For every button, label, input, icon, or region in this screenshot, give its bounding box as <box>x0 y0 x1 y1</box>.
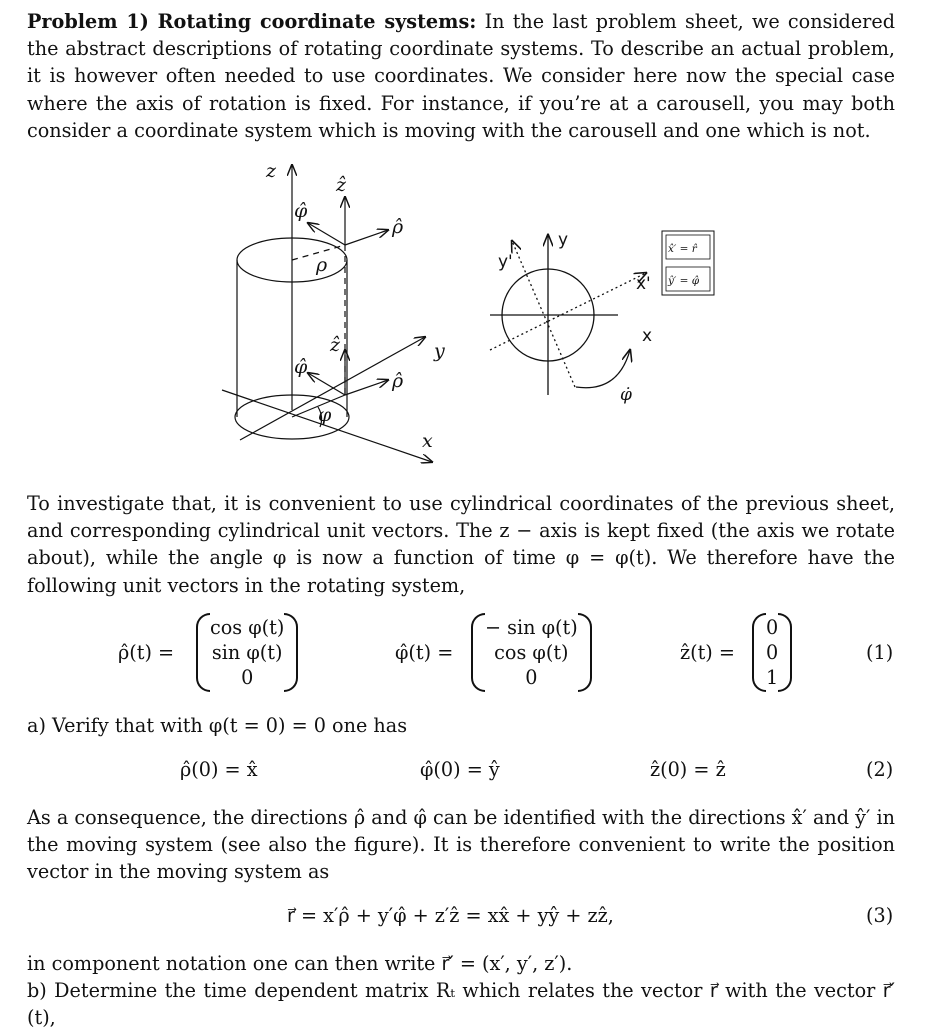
x-fixed-label: x <box>642 326 653 346</box>
rotating-frame-diagram <box>490 235 646 395</box>
problem-heading: Problem 1) Rotating coordinate systems: <box>27 10 477 33</box>
figure-svg <box>200 155 740 475</box>
z-vector-cell: 0 <box>766 616 779 639</box>
phi-vector-cell: 0 <box>525 666 538 689</box>
phihat-top-label: φ̂ <box>294 200 308 222</box>
phi-vector-cell: − sin φ(t) <box>485 616 578 639</box>
z-axis-label: z <box>266 160 277 182</box>
component-notation-line: in component notation one can then write r⃗′ = (x′, y′, z′). <box>27 952 573 975</box>
zhat-top-label: ẑ <box>336 174 347 196</box>
eq2-rho: ρ̂(0) = x̂ <box>180 758 258 781</box>
paragraph-5 <box>27 950 895 1032</box>
phi-vector-cell: cos φ(t) <box>494 641 569 664</box>
phi-angle-label: φ <box>318 404 332 426</box>
legend-xprime: x̂′ = r̂ <box>668 243 697 255</box>
rho-vector-cell: sin φ(t) <box>211 641 283 664</box>
x-axis-label: x <box>422 430 433 452</box>
equation-1-number: (1) <box>866 641 894 664</box>
eq3-body: r⃗ = x′ρ̂ + y′φ̂ + z′ẑ = xx̂ + yŷ + zẑ, <box>287 904 614 927</box>
rhohat-bot-arrow <box>345 380 388 395</box>
rhohat-top-label: ρ̂ <box>392 216 404 238</box>
rho-hat-lhs: ρ̂(t) = <box>118 641 175 664</box>
rho-vector <box>196 615 298 690</box>
legend-box <box>662 231 714 295</box>
equation-3 <box>0 904 937 934</box>
yprime-axis <box>512 241 575 387</box>
equation-2-number: (2) <box>866 758 894 781</box>
xprime-label: x' <box>636 274 651 294</box>
eq2-phi: φ̂(0) = ŷ <box>420 758 500 781</box>
x-axis <box>222 390 432 462</box>
equation-3-number: (3) <box>866 904 894 927</box>
part-a-prompt: a) Verify that with φ(t = 0) = 0 one has <box>27 714 408 737</box>
equation-2 <box>0 758 937 788</box>
equation-1 <box>0 615 937 695</box>
z-hat-lhs: ẑ(t) = <box>680 641 735 664</box>
intro-text: In the last problem sheet, we considered the abstract descriptions of rotating coordinate systems. To describe an actual problem, it is however often needed to use coordinates. We consider here now the special case where the axis of rotation is fixed. For instance, if you’re at a carousell, you may both consider a coordinate system which is moving with the carousell and one which is not. <box>27 10 895 142</box>
part-b-prompt: b) Determine the time dependent matrix Rₜ which relates the vector r⃗ with the vector r⃗′(t), <box>27 979 895 1030</box>
paragraph-2: To investigate that, it is convenient to use cylindrical coordinates of the previous sheet, and corresponding cylindrical unit vectors. The z − axis is kept fixed (the axis we rotate about), while the angle φ is now a function of time φ = φ(t). We therefore have the following unit vectors in the rotating system, <box>27 492 895 597</box>
phihat-top-arrow <box>308 223 345 245</box>
rho-label: ρ <box>316 254 328 276</box>
legend-yprime: ŷ′ = φ̂ <box>668 275 700 287</box>
zhat-mid-label: ẑ <box>330 334 341 356</box>
phi-hat-lhs: φ̂(t) = <box>395 641 454 664</box>
figure <box>200 155 740 475</box>
phidot-label: φ̇ <box>620 385 632 405</box>
z-vector-cell: 0 <box>766 641 779 664</box>
phidot-arc <box>576 350 630 388</box>
rhohat-bot-label: ρ̂ <box>392 370 404 392</box>
intro-paragraph <box>27 8 895 144</box>
phi-vector <box>471 615 592 690</box>
y-axis-label: y <box>434 340 445 362</box>
yprime-label: y' <box>498 252 513 272</box>
z-vector <box>752 615 792 690</box>
rho-vector-cell: cos φ(t) <box>210 616 285 639</box>
rho-vector-cell: 0 <box>241 666 254 689</box>
paragraph-4: As a consequence, the directions ρ̂ and φ̂ can be identified with the directions x̂′ and ŷ′ in the moving system (see also the figure). It is therefore convenient to write the position vector in the moving system as <box>27 806 895 884</box>
z-vector-cell: 1 <box>766 666 779 689</box>
eq2-z: ẑ(0) = ẑ <box>650 758 726 781</box>
rhohat-top-arrow <box>345 230 388 245</box>
y-fixed-label: y <box>558 230 569 250</box>
phihat-bot-label: φ̂ <box>294 356 308 378</box>
